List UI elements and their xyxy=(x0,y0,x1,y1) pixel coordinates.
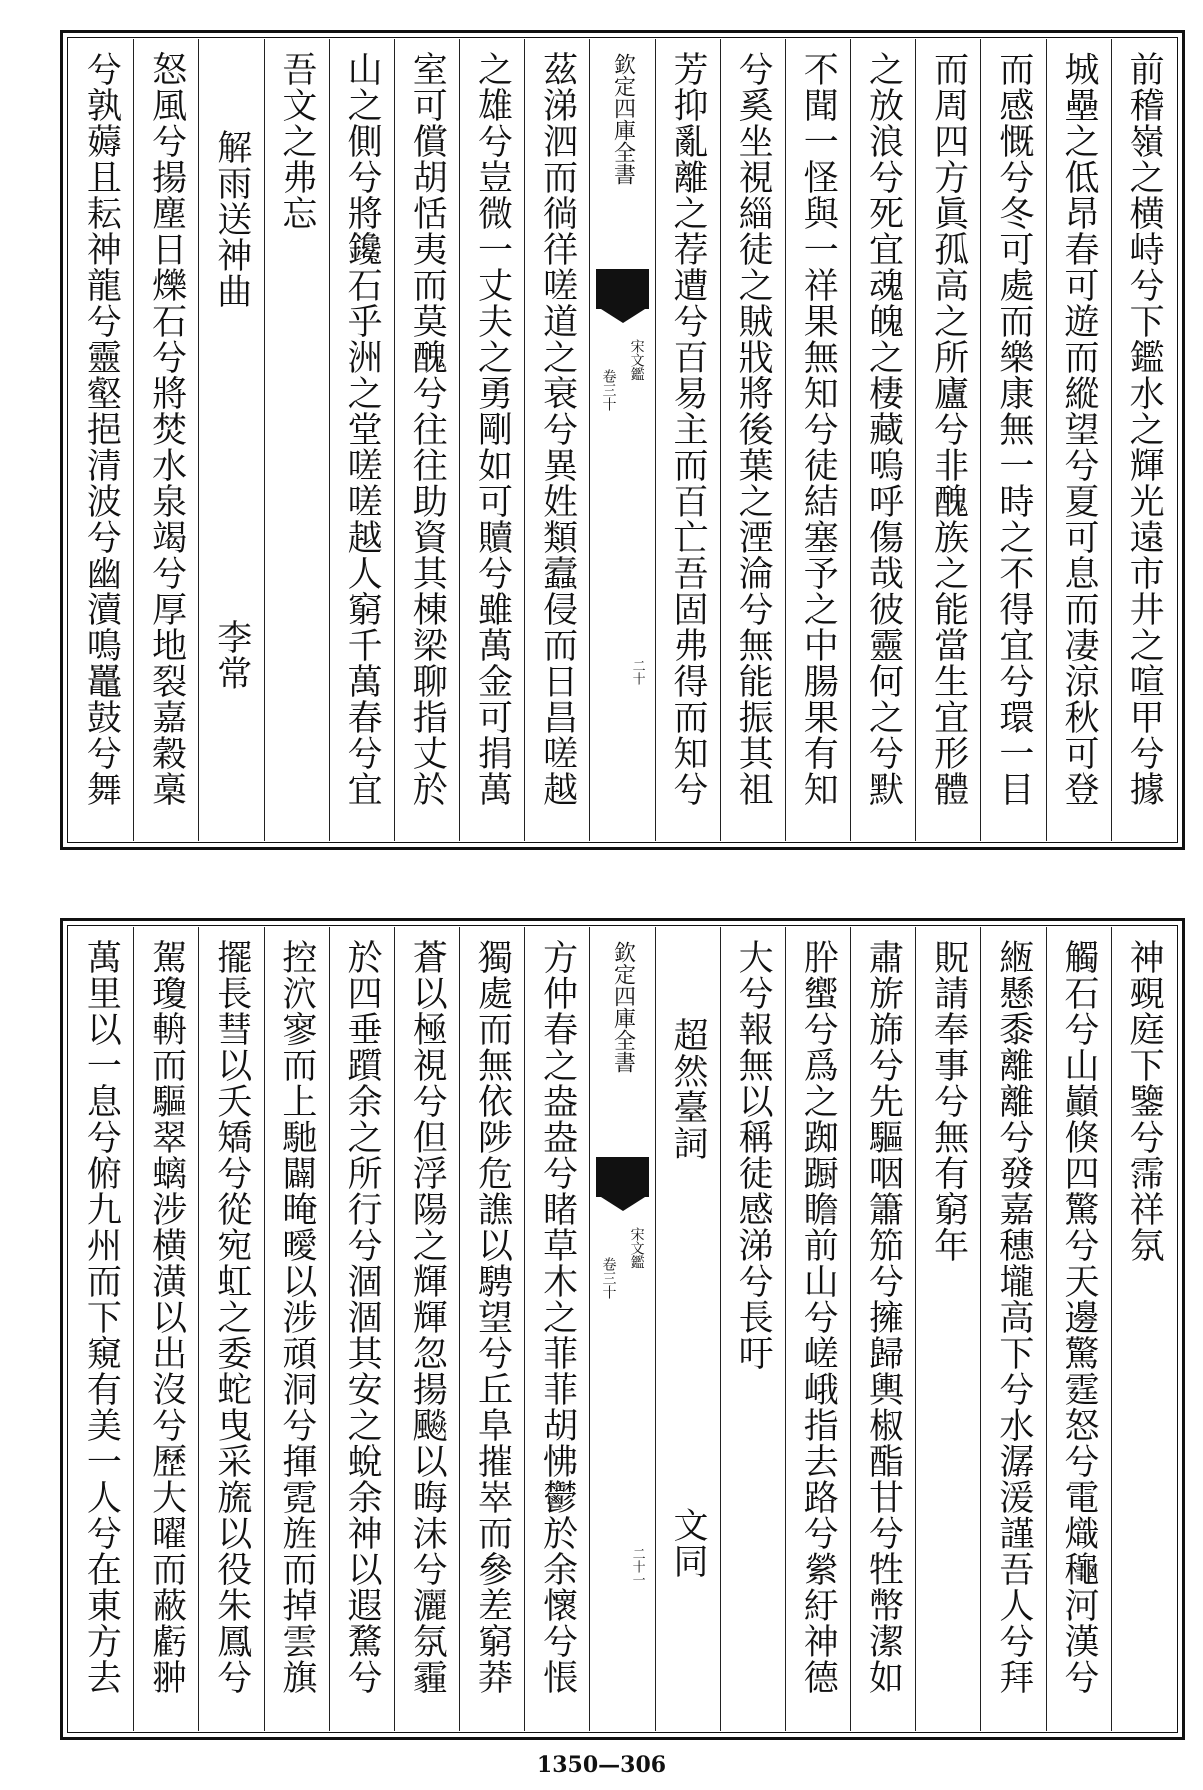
text-column xyxy=(1046,39,1111,841)
column-text: 獨處而無依陟危譙以騁望兮丘阜摧崒而參差窮莽 xyxy=(472,939,513,1695)
text-column xyxy=(69,39,133,841)
column-text: 之雄兮豈微一丈夫之勇剛如可贖兮雖萬金可捐萬 xyxy=(472,51,513,807)
column-text: 擺長彗以夭矯兮從宛虹之委蛇曳采旒以役朱鳳兮 xyxy=(211,939,252,1695)
text-column xyxy=(264,927,329,1731)
column-text: 室可償胡恬夷而莫醜兮往往助資其棟梁聊指丈於 xyxy=(407,51,448,807)
text-column xyxy=(850,927,915,1731)
column-text: 之放浪兮死宜魂魄之棲藏嗚呼傷哉彼靈何之兮默 xyxy=(863,51,904,807)
book-title: 欽定四庫全書 xyxy=(610,941,636,1073)
book-title: 欽定四庫全書 xyxy=(610,53,636,185)
column-text: 觸石兮山巓倏四驚兮天邊驚霆怒兮電熾龝河漢兮 xyxy=(1058,939,1099,1695)
column-text: 貺請奉事兮無有窮年 xyxy=(928,939,969,1263)
column-text: 蒼以極視兮但浮陽之輝輝忽揚飈以晦沫兮灑氛霾 xyxy=(407,939,448,1695)
column-text: 於四垂躓余之所行兮涸涸其安之蛻余神以遐騖兮 xyxy=(342,939,383,1695)
top-page xyxy=(60,30,1185,850)
column-text: 方仲春之盎盎兮睹草木之菲菲胡怫鬱於余懷兮悵 xyxy=(537,939,578,1695)
column-text: 吾文之弗忘 xyxy=(276,51,317,231)
poem-title-column xyxy=(655,927,720,1731)
author-name: 文同 xyxy=(667,1507,708,1579)
column-text: 而感慨兮冬可處而樂康無一時之不得宜兮環一目 xyxy=(993,51,1034,807)
volume-label: 卷三十 xyxy=(600,369,617,411)
text-column xyxy=(1046,927,1111,1731)
text-column xyxy=(459,39,524,841)
text-column xyxy=(524,39,589,841)
text-column xyxy=(1111,39,1176,841)
text-column xyxy=(980,927,1045,1731)
column-text: 神覡庭下鑒兮霈祥氛 xyxy=(1124,939,1165,1263)
column-text: 芳抑亂離之荐遭兮百易主而百亡吾固弗得而知兮 xyxy=(667,51,708,807)
center-column xyxy=(589,927,654,1731)
column-text: 大兮報無以稱徒感涕兮長吁 xyxy=(733,939,774,1371)
text-column xyxy=(133,39,198,841)
text-column xyxy=(850,39,915,841)
text-column xyxy=(655,39,720,841)
text-column xyxy=(785,39,850,841)
text-column xyxy=(980,39,1045,841)
column-text: 駕瓊輈而驅翠螭涉横潢以出沒兮歷大曜而蔽虧翀 xyxy=(146,939,187,1695)
column-text: 緪懸黍離離兮發嘉穗壠高下兮水潺湲謹吾人兮拜 xyxy=(993,939,1034,1695)
text-column xyxy=(785,927,850,1731)
bottom-page xyxy=(60,918,1185,1740)
poem-title: 解雨送神曲 xyxy=(211,129,252,309)
volume-label: 卷三十 xyxy=(600,1257,617,1299)
poem-title: 超然臺詞 xyxy=(667,1017,708,1161)
text-column xyxy=(394,927,459,1731)
leaf-number: 二十一 xyxy=(629,1547,645,1586)
text-column xyxy=(69,927,133,1731)
center-column xyxy=(589,39,654,841)
fish-tail-mark xyxy=(596,1157,648,1197)
text-column xyxy=(394,39,459,841)
column-text: 兮奚坐視緇徒之賊戕將後葉之湮淪兮無能振其祖 xyxy=(733,51,774,807)
fish-tail-mark xyxy=(596,269,648,309)
collection-title: 宋文鑑 xyxy=(628,1227,645,1269)
text-column xyxy=(459,927,524,1731)
column-text: 山之側兮將鑱石乎洲之堂嗟嗟越人窮千萬春兮宜 xyxy=(342,51,383,807)
column-text: 肅旂旆兮先驅咽簫笳兮擁歸輿椒酯甘兮牲幣潔如 xyxy=(863,939,904,1695)
text-column xyxy=(915,927,980,1731)
column-text: 肸蠁兮爲之踟蹰瞻前山兮嵯峨指去路兮縈紆神德 xyxy=(798,939,839,1695)
text-column xyxy=(524,927,589,1731)
column-text: 城壘之低昂春可遊而縱望兮夏可息而凄涼秋可登 xyxy=(1058,51,1099,807)
text-column xyxy=(720,39,785,841)
column-text: 不聞一怪與一祥果無知兮徒結塞予之中腸果有知 xyxy=(798,51,839,807)
text-column xyxy=(133,927,198,1731)
text-column xyxy=(329,927,394,1731)
leaf-number: 二十 xyxy=(629,659,645,685)
text-column xyxy=(720,927,785,1731)
column-text: 怒風兮揚塵日爍石兮將焚水泉竭兮厚地裂嘉穀槀 xyxy=(146,51,187,807)
page-number: 1350—306 xyxy=(536,1752,667,1778)
text-column xyxy=(915,39,980,841)
column-text: 前稽嶺之横峙兮下鑑水之輝光遠市井之喧甲兮據 xyxy=(1124,51,1165,807)
column-text: 茲涕泗而徜徉嗟道之衰兮異姓類蠧侵而日昌嗟越 xyxy=(537,51,578,807)
column-text: 而周四方眞孤高之所廬兮非醜族之能當生宜形體 xyxy=(928,51,969,807)
column-text: 控泬寥而上馳闢晻曖以涉頑洞兮揮霓旌而掉雲旗 xyxy=(276,939,317,1695)
column-text: 萬里以一息兮俯九州而下窺有美一人兮在東方去 xyxy=(81,939,122,1695)
text-column xyxy=(198,927,263,1731)
text-column xyxy=(329,39,394,841)
collection-title: 宋文鑑 xyxy=(628,339,645,381)
author-name: 李常 xyxy=(211,619,252,691)
text-column xyxy=(1111,927,1176,1731)
poem-title-column xyxy=(198,39,263,841)
text-column xyxy=(264,39,329,841)
column-text: 兮孰薅且耘神龍兮靈壑挹清波兮幽瀆鳴鼉鼓兮舞 xyxy=(81,51,122,807)
